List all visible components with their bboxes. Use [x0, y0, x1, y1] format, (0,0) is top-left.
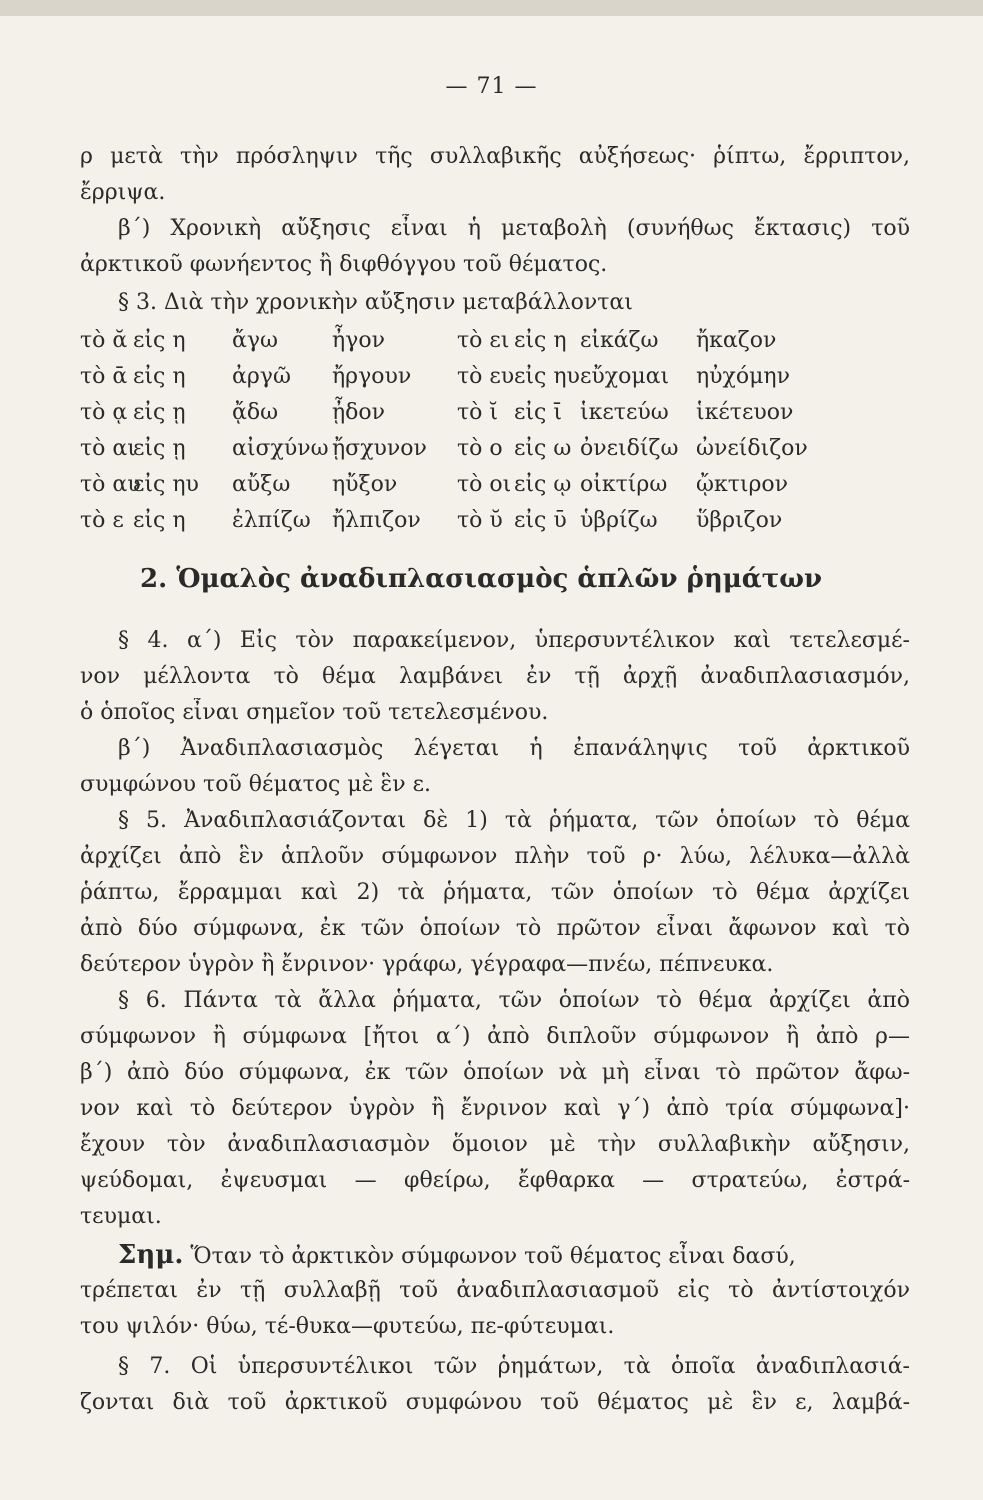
text-line: συμφώνου τοῦ θέματος μὲ ἓν ε. — [80, 772, 431, 797]
table-cell: τὸ ευ — [457, 364, 515, 389]
table-cell: εἰς ῑ — [514, 400, 562, 425]
text-line: τρέπεται ἐν τῇ συλλαβῇ τοῦ ἀναδιπλασιασμοῦ εἰς τὸ ἀντίστοιχόν — [80, 1278, 910, 1303]
table-cell: τὸ αι — [80, 436, 136, 461]
table-cell: ὀνειδίζω — [580, 436, 679, 461]
text-line: ὁ ὁποῖος εἶναι σημεῖον τοῦ τετελεσμένου. — [80, 700, 549, 725]
text-line: ῥάπτω, ἔρραμμαι καὶ 2) τὰ ῥήματα, τῶν ὁποίων τὸ θέμα ἀρχίζει — [80, 880, 910, 905]
text-line: του ψιλόν· θύω, τέ-θυκα—φυτεύω, πε-φύτευμαι. — [80, 1314, 615, 1339]
text-line: ζονται διὰ τοῦ ἀρκτικοῦ συμφώνου τοῦ θέματος μὲ ἓν ε, λαμβά- — [80, 1390, 910, 1415]
text-line: § 5. Ἀναδιπλασιάζονται δὲ 1) τὰ ῥήματα, τῶν ὁποίων τὸ θέμα — [118, 808, 910, 833]
page-number: — 71 — — [445, 74, 538, 99]
table-cell: τὸ ᾱ — [80, 364, 128, 389]
table-cell: εἰς η — [133, 508, 186, 533]
text-line: ἔρριψα. — [80, 180, 166, 205]
table-cell: εἰς ω — [514, 436, 572, 461]
text-line: ἀρκτικοῦ φωνήεντος ἢ διφθόγγου τοῦ θέματος. — [80, 252, 608, 277]
section-heading: 2. Ὁμαλὸς ἀναδιπλασιασμὸς ἁπλῶν ῥημάτων — [140, 564, 823, 594]
text-line: τευμαι. — [80, 1204, 162, 1229]
section-3-line: § 3. Διὰ τὴν χρονικὴν αὔξησιν μεταβάλλονται — [118, 290, 633, 315]
table-cell: ἱκετεύω — [580, 400, 669, 425]
table-cell: ᾄδω — [232, 400, 279, 425]
table-row — [0, 434, 983, 464]
table-cell: ἐλπίζω — [232, 508, 311, 533]
table-cell: ηὔξον — [332, 472, 398, 497]
table-cell: ὑβρίζω — [580, 508, 658, 533]
text-line: § 7. Οἱ ὑπερσυντέλικοι τῶν ῥημάτων, τὰ ὁποῖα ἀναδιπλασιά- — [118, 1354, 910, 1379]
table-row — [0, 398, 983, 428]
table-cell: τὸ ο — [457, 436, 503, 461]
table-cell: ἦγον — [332, 328, 385, 353]
text-line: ρ μετὰ τὴν πρόσληψιν τῆς συλλαβικῆς αὐξήσεως· ῥίπτω, ἔρριπτον, — [80, 144, 910, 169]
table-cell: τὸ ε — [80, 508, 124, 533]
table-cell: εἰς ηυ — [514, 364, 580, 389]
text-line: σύμφωνον ἢ σύμφωνα [ἤτοι α΄) ἀπὸ διπλοῦν σύμφωνον ἢ ἀπὸ ρ— — [80, 1024, 910, 1049]
table-cell: τὸ ᾰ — [80, 328, 128, 353]
table-cell: τὸ ῠ — [457, 508, 503, 533]
table-cell: ἄγω — [232, 328, 278, 353]
table-cell: αὔξω — [232, 472, 291, 497]
table-cell: εἰς η — [514, 328, 567, 353]
text-line: δεύτερον ὑγρὸν ἢ ἔνρινον· γράφω, γέγραφα—πνέω, πέπνευκα. — [80, 952, 774, 977]
table-cell: ᾤκτιρον — [696, 472, 789, 497]
table-cell: τὸ ᾳ — [80, 400, 128, 425]
table-cell: εἰκάζω — [580, 328, 659, 353]
text-line: β΄) Ἀναδιπλασιασμὸς λέγεται ἡ ἐπανάληψις τοῦ ἀρκτικοῦ — [118, 736, 910, 761]
text-line: νον καὶ τὸ δεύτερον ὑγρὸν ἢ ἔνρινον καὶ γ΄) ἀπὸ τρία σύμφωνα]· — [80, 1096, 910, 1121]
table-cell: τὸ ῐ — [457, 400, 499, 425]
text-line: § 6. Πάντα τὰ ἄλλα ῥήματα, τῶν ὁποίων τὸ θέμα ἀρχίζει ἀπὸ — [118, 988, 910, 1013]
text-line: § 4. α΄) Εἰς τὸν παρακείμενον, ὑπερσυντέλικον καὶ τετελεσμέ- — [118, 628, 910, 653]
text-line: ψεύδομαι, ἐψευσμαι — φθείρω, ἔφθαρκα — στρατεύω, ἐστρά- — [80, 1168, 910, 1193]
text-line: ἀπὸ δύο σύμφωνα, ἐκ τῶν ὁποίων τὸ πρῶτον εἶναι ἄφωνον καὶ τὸ — [80, 916, 910, 941]
table-cell: τὸ αυ — [80, 472, 141, 497]
table-cell: εἰς η — [133, 328, 186, 353]
table-cell: ηὐχόμην — [696, 364, 790, 389]
page-top-edge — [0, 0, 983, 16]
table-cell: ἤκαζον — [696, 328, 777, 353]
table-cell: εἰς ῃ — [133, 400, 186, 425]
table-cell: εἰς ῃ — [133, 436, 186, 461]
table-row — [0, 470, 983, 500]
table-cell: εἰς ηυ — [133, 472, 199, 497]
note-text: Ὅταν τὸ ἀρκτικὸν σύμφωνον τοῦ θέματος εἶναι δασύ, — [190, 1244, 796, 1269]
text-line: β΄) ἀπὸ δύο σύμφωνα, ἐκ τῶν ὁποίων νὰ μὴ εἶναι τὸ πρῶτον ἄφω- — [80, 1060, 910, 1085]
table-cell: ἤργουν — [332, 364, 412, 389]
text-line: β΄) Χρονικὴ αὔξησις εἶναι ἡ μεταβολὴ (συνήθως ἔκτασις) τοῦ — [118, 216, 910, 241]
text-line: ἀρχίζει ἀπὸ ἓν ἁπλοῦν σύμφωνον πλὴν τοῦ ρ· λύω, λέλυκα—ἀλλὰ — [80, 844, 910, 869]
table-cell: αἰσχύνω — [232, 436, 329, 461]
table-cell: εὔχομαι — [580, 364, 670, 389]
table-cell: ἱκέτευον — [696, 400, 794, 425]
table-cell: ἤλπιζον — [332, 508, 421, 533]
table-row — [0, 326, 983, 356]
table-cell: οἰκτίρω — [580, 472, 668, 497]
table-cell: ᾖδον — [332, 400, 386, 425]
table-cell: ᾔσχυνον — [332, 436, 427, 461]
table-cell: εἰς η — [133, 364, 186, 389]
table-row — [0, 506, 983, 536]
table-row — [0, 362, 983, 392]
text-line: νον μέλλοντα τὸ θέμα λαμβάνει ἐν τῇ ἀρχῇ ἀναδιπλασιασμόν, — [80, 664, 910, 689]
note-label: Σημ. — [118, 1240, 184, 1270]
table-cell: ὠνείδιζον — [696, 436, 808, 461]
note-line — [118, 1240, 918, 1272]
text-line: ἔχουν τὸν ἀναδιπλασιασμὸν ὅμοιον μὲ τὴν συλλαβικὴν αὔξησιν, — [80, 1132, 910, 1157]
table-cell: τὸ οι — [457, 472, 512, 497]
table-cell: ὕβριζον — [696, 508, 783, 533]
table-cell: εἰς ῳ — [514, 472, 572, 497]
table-cell: τὸ ει — [457, 328, 510, 353]
table-cell: ἀργῶ — [232, 364, 291, 389]
table-cell: εἰς ῡ — [514, 508, 567, 533]
